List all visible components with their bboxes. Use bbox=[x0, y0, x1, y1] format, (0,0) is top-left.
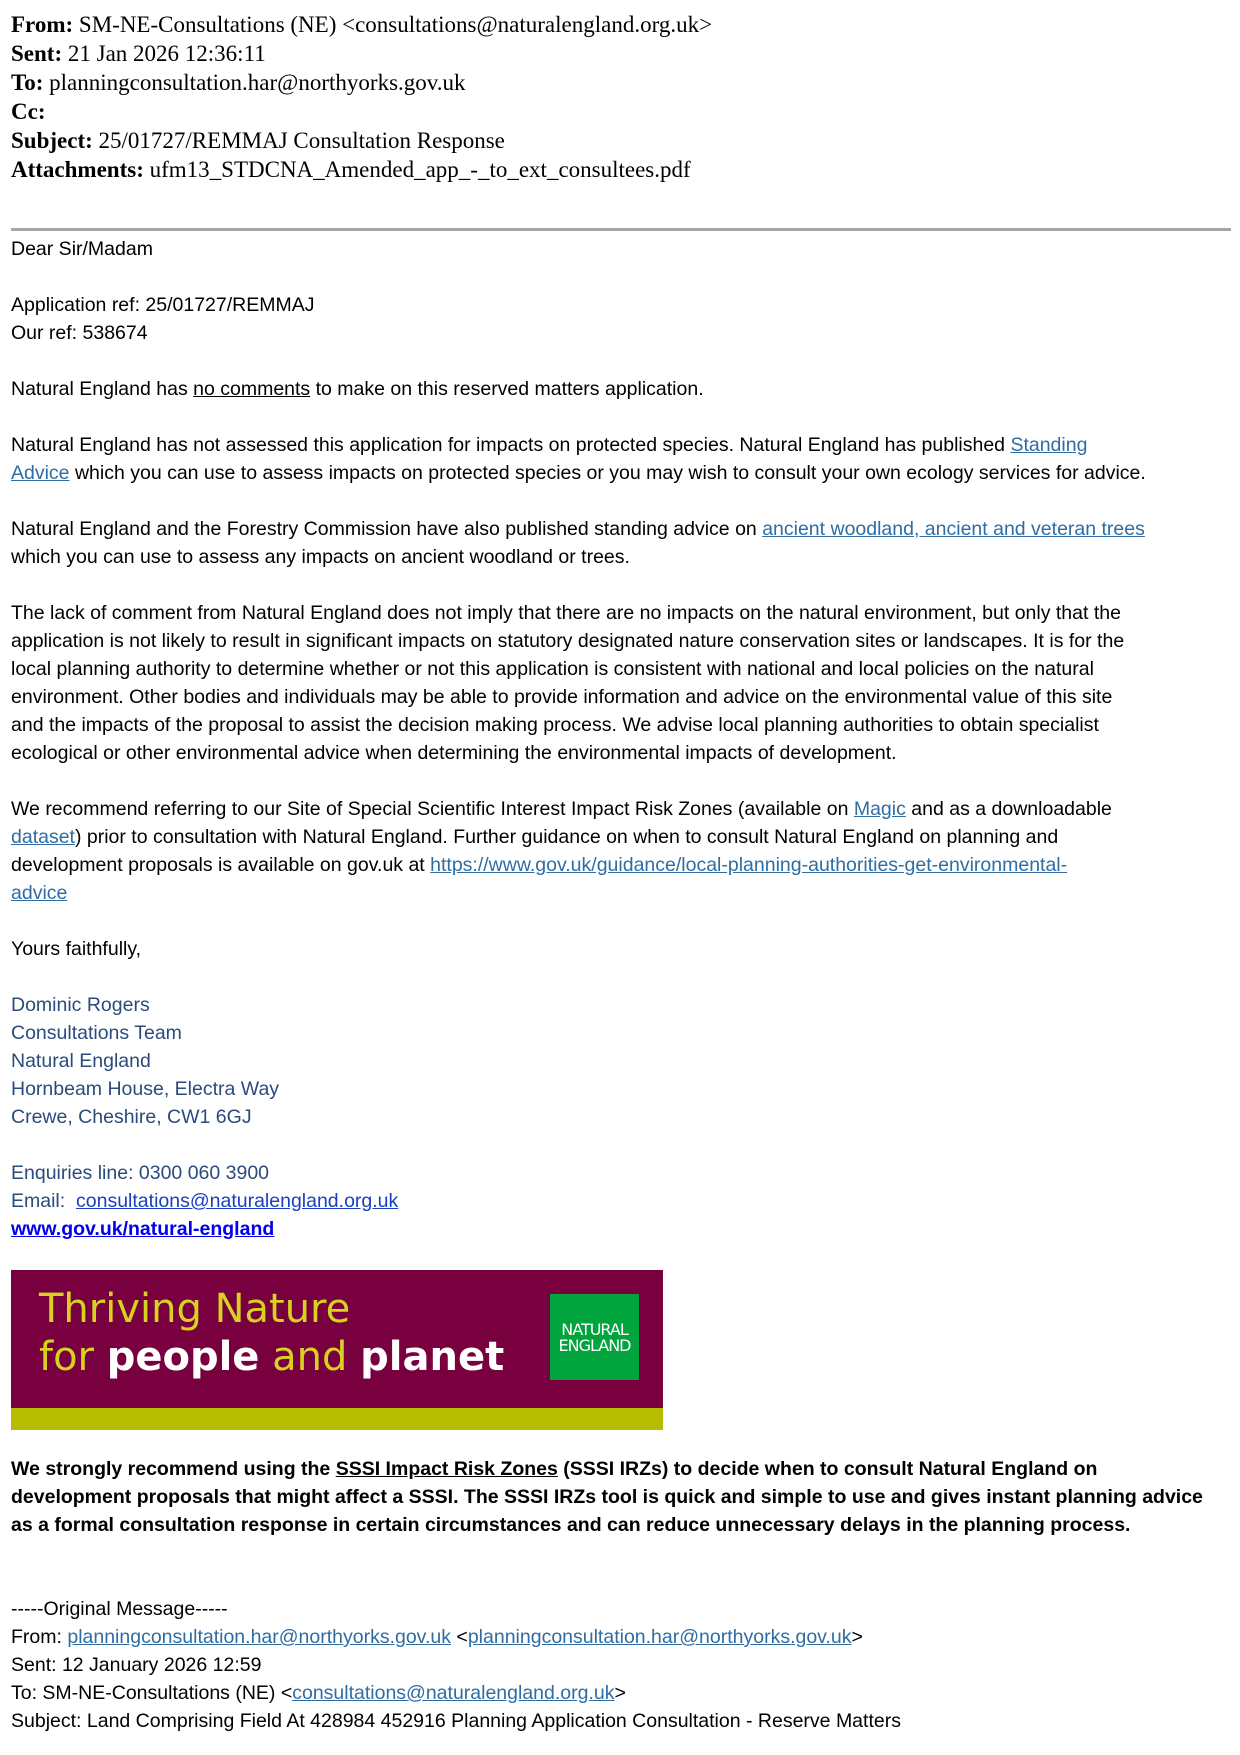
website-link[interactable]: www.gov.uk/natural-england bbox=[11, 1218, 275, 1240]
signature-name: Dominic Rogers bbox=[11, 994, 150, 1016]
contact-block: Enquiries line: 0300 060 3900 Email: consultations@naturalengland.org.uk www.gov.uk/natural-england bbox=[11, 1159, 1233, 1243]
banner-line-1: Thriving Nature bbox=[39, 1286, 351, 1332]
no-comments-text: no comments bbox=[193, 378, 311, 400]
original-message-divider: -----Original Message----- bbox=[11, 1598, 228, 1620]
original-from-link[interactable]: planningconsultation.har@northyorks.gov.uk bbox=[67, 1626, 452, 1648]
signature-email-link[interactable]: consultations@naturalengland.org.uk bbox=[76, 1190, 399, 1212]
standing-advice-link[interactable]: Standing bbox=[1010, 434, 1088, 456]
header-from: From: SM-NE-Consultations (NE) <consultations@naturalengland.org.uk> bbox=[11, 12, 713, 37]
original-from: From: planningconsultation.har@northyorks.gov.uk <planningconsultation.har@northyorks.gov.uk> bbox=[11, 1626, 863, 1648]
ancient-woodland-link[interactable]: ancient woodland, ancient and veteran trees bbox=[762, 518, 1145, 540]
signature-address-1: Hornbeam House, Electra Way bbox=[11, 1078, 280, 1100]
original-from-link-2[interactable]: planningconsultation.har@northyorks.gov.uk bbox=[467, 1626, 852, 1648]
original-message bbox=[11, 1595, 1233, 1735]
our-ref: Our ref: 538674 bbox=[11, 322, 148, 344]
banner-line-2: for people and planet bbox=[39, 1334, 505, 1380]
natural-england-logo: NATURAL ENGLAND bbox=[550, 1294, 639, 1380]
original-to-link[interactable]: consultations@naturalengland.org.uk bbox=[292, 1682, 615, 1704]
application-ref: Application ref: 25/01727/REMMAJ bbox=[11, 294, 315, 316]
enquiries-line: Enquiries line: 0300 060 3900 bbox=[11, 1162, 270, 1184]
reference-block bbox=[11, 291, 1233, 347]
original-subject: Subject: Land Comprising Field At 428984 452916 Planning Application Consultation - Reserve Matters bbox=[11, 1710, 901, 1732]
header-to: To: planningconsultation.har@northyorks.gov.uk bbox=[11, 70, 466, 95]
banner-maroon-band bbox=[11, 1270, 663, 1408]
paragraph-impact-risk-zones: We recommend referring to our Site of Special Scientific Interest Impact Risk Zones (available on Magic and as a downloadable dataset) prior to consultation with Natural England. Further guidance on when to consult Natural England on planning and development proposals is available on gov.uk at https://www.gov.uk/guidance/local-planning-authorities-get-environmental- advice bbox=[11, 798, 1112, 904]
closing: Yours faithfully, bbox=[11, 938, 142, 960]
paragraph-lack-of-comment: The lack of comment from Natural England does not imply that there are no impacts on the natural environment, but only that the application is not likely to result in significant impacts on statutory designated nature conservation sites or landscapes. It is for the local planning authority to determine whether or not this application is consistent with national and local policies on the natural environment. Other bodies and individuals may be able to provide information and advice on the environmental value of this site and the impacts of the proposal to assist the decision making process. We advise local planning authorities to obtain specialist ecological or other environmental advice when determining the environmental impacts of development. bbox=[11, 602, 1125, 764]
signature-team: Consultations Team bbox=[11, 1022, 182, 1044]
signature-org: Natural England bbox=[11, 1050, 151, 1072]
to-value: planningconsultation.har@northyorks.gov.uk bbox=[49, 70, 466, 95]
standing-advice-link-cont[interactable]: Advice bbox=[11, 462, 70, 484]
original-to: To: SM-NE-Consultations (NE) <consultations@naturalengland.org.uk> bbox=[11, 1682, 626, 1704]
header-sent: Sent: 21 Jan 2026 12:36:11 bbox=[11, 41, 266, 66]
header-cc: Cc: bbox=[11, 99, 46, 124]
paragraph-ancient-woodland: Natural England and the Forestry Commission have also published standing advice on ancient woodland, ancient and veteran trees which you can use to assess any impacts on ancient woodland or trees. bbox=[11, 518, 1145, 568]
subject-value: 25/01727/REMMAJ Consultation Response bbox=[98, 128, 505, 153]
header-subject: Subject: 25/01727/REMMAJ Consultation Response bbox=[11, 128, 505, 153]
signature-address-2: Crewe, Cheshire, CW1 6GJ bbox=[11, 1106, 252, 1128]
dataset-link[interactable]: dataset bbox=[11, 826, 75, 848]
from-value: SM-NE-Consultations (NE) <consultations@naturalengland.org.uk> bbox=[78, 12, 713, 37]
sssi-irz-link[interactable]: SSSI Impact Risk Zones bbox=[335, 1458, 558, 1480]
email-header bbox=[11, 10, 1231, 184]
guidance-url-link-cont[interactable]: advice bbox=[11, 882, 68, 904]
greeting: Dear Sir/Madam bbox=[11, 238, 153, 260]
original-sent: Sent: 12 January 2026 12:59 bbox=[11, 1654, 262, 1676]
guidance-url-link[interactable]: https://www.gov.uk/guidance/local-planning-authorities-get-environmental- bbox=[430, 854, 1068, 876]
paragraph-no-comments: Natural England has no comments to make on this reserved matters application. bbox=[11, 378, 704, 400]
magic-link[interactable]: Magic bbox=[853, 798, 906, 820]
paragraph-protected-species: Natural England has not assessed this application for impacts on protected species. Natural England has published Standing Advice which you can use to assess impacts on protected species or you may wish to consult your own ecology services for advice. bbox=[11, 434, 1146, 484]
header-divider bbox=[11, 228, 1231, 231]
natural-england-banner bbox=[11, 1270, 663, 1430]
signature-block bbox=[11, 991, 1233, 1131]
attachment-file[interactable]: ufm13_STDCNA_Amended_app_-_to_ext_consultees.pdf bbox=[149, 157, 691, 182]
sent-value: 21 Jan 2026 12:36:11 bbox=[67, 41, 266, 66]
sssi-recommendation: We strongly recommend using the SSSI Impact Risk Zones (SSSI IRZs) to decide when to consult Natural England on development proposals that might affect a SSSI. The SSSI IRZs tool is quick and simple to use and gives instant planning advice as a formal consultation response in certain circumstances and can reduce unnecessary delays in the planning process. bbox=[11, 1458, 1203, 1536]
banner-lime-strip bbox=[11, 1408, 663, 1430]
header-attachments: Attachments: ufm13_STDCNA_Amended_app_-_to_ext_consultees.pdf bbox=[11, 157, 691, 182]
